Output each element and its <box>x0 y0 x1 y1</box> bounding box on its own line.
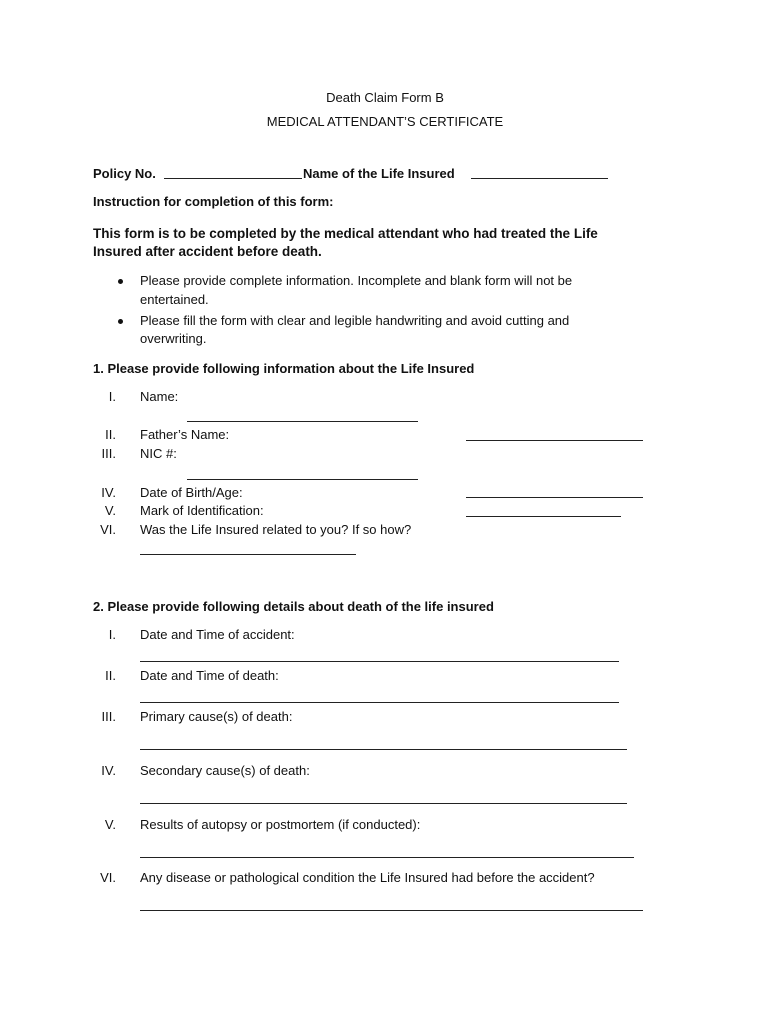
bullet-2-line-1: Please fill the form with clear and legible handwriting and avoid cutting and <box>140 313 570 328</box>
item-number: III. <box>101 709 116 724</box>
item-number: V. <box>104 503 116 518</box>
fathers-name-label: Father’s Name: <box>140 427 230 442</box>
item-number: IV. <box>101 763 116 778</box>
prior-disease-field[interactable] <box>140 910 643 911</box>
bullet-dot <box>118 319 123 324</box>
item-number: II. <box>105 668 116 683</box>
policy-number-label: Policy No. <box>93 166 156 181</box>
name-field[interactable] <box>187 421 418 422</box>
intro-line-1: This form is to be completed by the medical attendant who had treated the Life <box>93 226 598 241</box>
item-number: III. <box>101 446 116 461</box>
date-of-birth-label: Date of Birth/Age: <box>140 485 243 500</box>
accident-datetime-field[interactable] <box>140 661 619 662</box>
bullet-1-line-1: Please provide complete information. Incomplete and blank form will not be <box>140 273 573 288</box>
death-datetime-label: Date and Time of death: <box>140 668 279 683</box>
autopsy-results-field[interactable] <box>140 857 634 858</box>
item-number: I. <box>108 389 116 404</box>
secondary-cause-field[interactable] <box>140 803 627 804</box>
bullet-2-line-2: overwriting. <box>140 331 207 346</box>
primary-cause-field[interactable] <box>140 749 627 750</box>
death-datetime-field[interactable] <box>140 702 619 703</box>
relation-label: Was the Life Insured related to you? If so how? <box>140 522 412 537</box>
nic-label: NIC #: <box>140 446 177 461</box>
autopsy-results-label: Results of autopsy or postmortem (if conducted): <box>140 817 421 832</box>
item-number: II. <box>105 427 116 442</box>
secondary-cause-label: Secondary cause(s) of death: <box>140 763 310 778</box>
name-label: Name: <box>140 389 179 404</box>
prior-disease-label: Any disease or pathological condition the Life Insured had before the accident? <box>140 870 595 885</box>
intro-line-2: Insured after accident before death. <box>93 244 322 259</box>
accident-datetime-label: Date and Time of accident: <box>140 627 295 642</box>
item-number: VI. <box>100 870 116 885</box>
section-2-heading: 2. Please provide following details about death of the life insured <box>93 599 494 614</box>
life-insured-name-label: Name of the Life Insured <box>303 166 455 181</box>
identification-mark-label: Mark of Identification: <box>140 503 264 518</box>
form-title: Death Claim Form B <box>326 90 444 105</box>
relation-field[interactable] <box>140 554 356 555</box>
item-number: VI. <box>100 522 116 537</box>
section-1-heading: 1. Please provide following information about the Life Insured <box>93 361 475 376</box>
policy-number-field[interactable] <box>164 178 302 179</box>
bullet-1-line-2: entertained. <box>140 292 209 307</box>
nic-field[interactable] <box>187 479 418 480</box>
life-insured-name-field[interactable] <box>471 178 608 179</box>
instruction-heading: Instruction for completion of this form: <box>93 194 334 209</box>
fathers-name-field[interactable] <box>466 440 643 441</box>
item-number: V. <box>104 817 116 832</box>
date-of-birth-field[interactable] <box>466 497 643 498</box>
item-number: IV. <box>101 485 116 500</box>
identification-mark-field[interactable] <box>466 516 621 517</box>
bullet-dot <box>118 279 123 284</box>
item-number: I. <box>108 627 116 642</box>
form-subtitle: MEDICAL ATTENDANT’S CERTIFICATE <box>266 114 504 129</box>
primary-cause-label: Primary cause(s) of death: <box>140 709 293 724</box>
